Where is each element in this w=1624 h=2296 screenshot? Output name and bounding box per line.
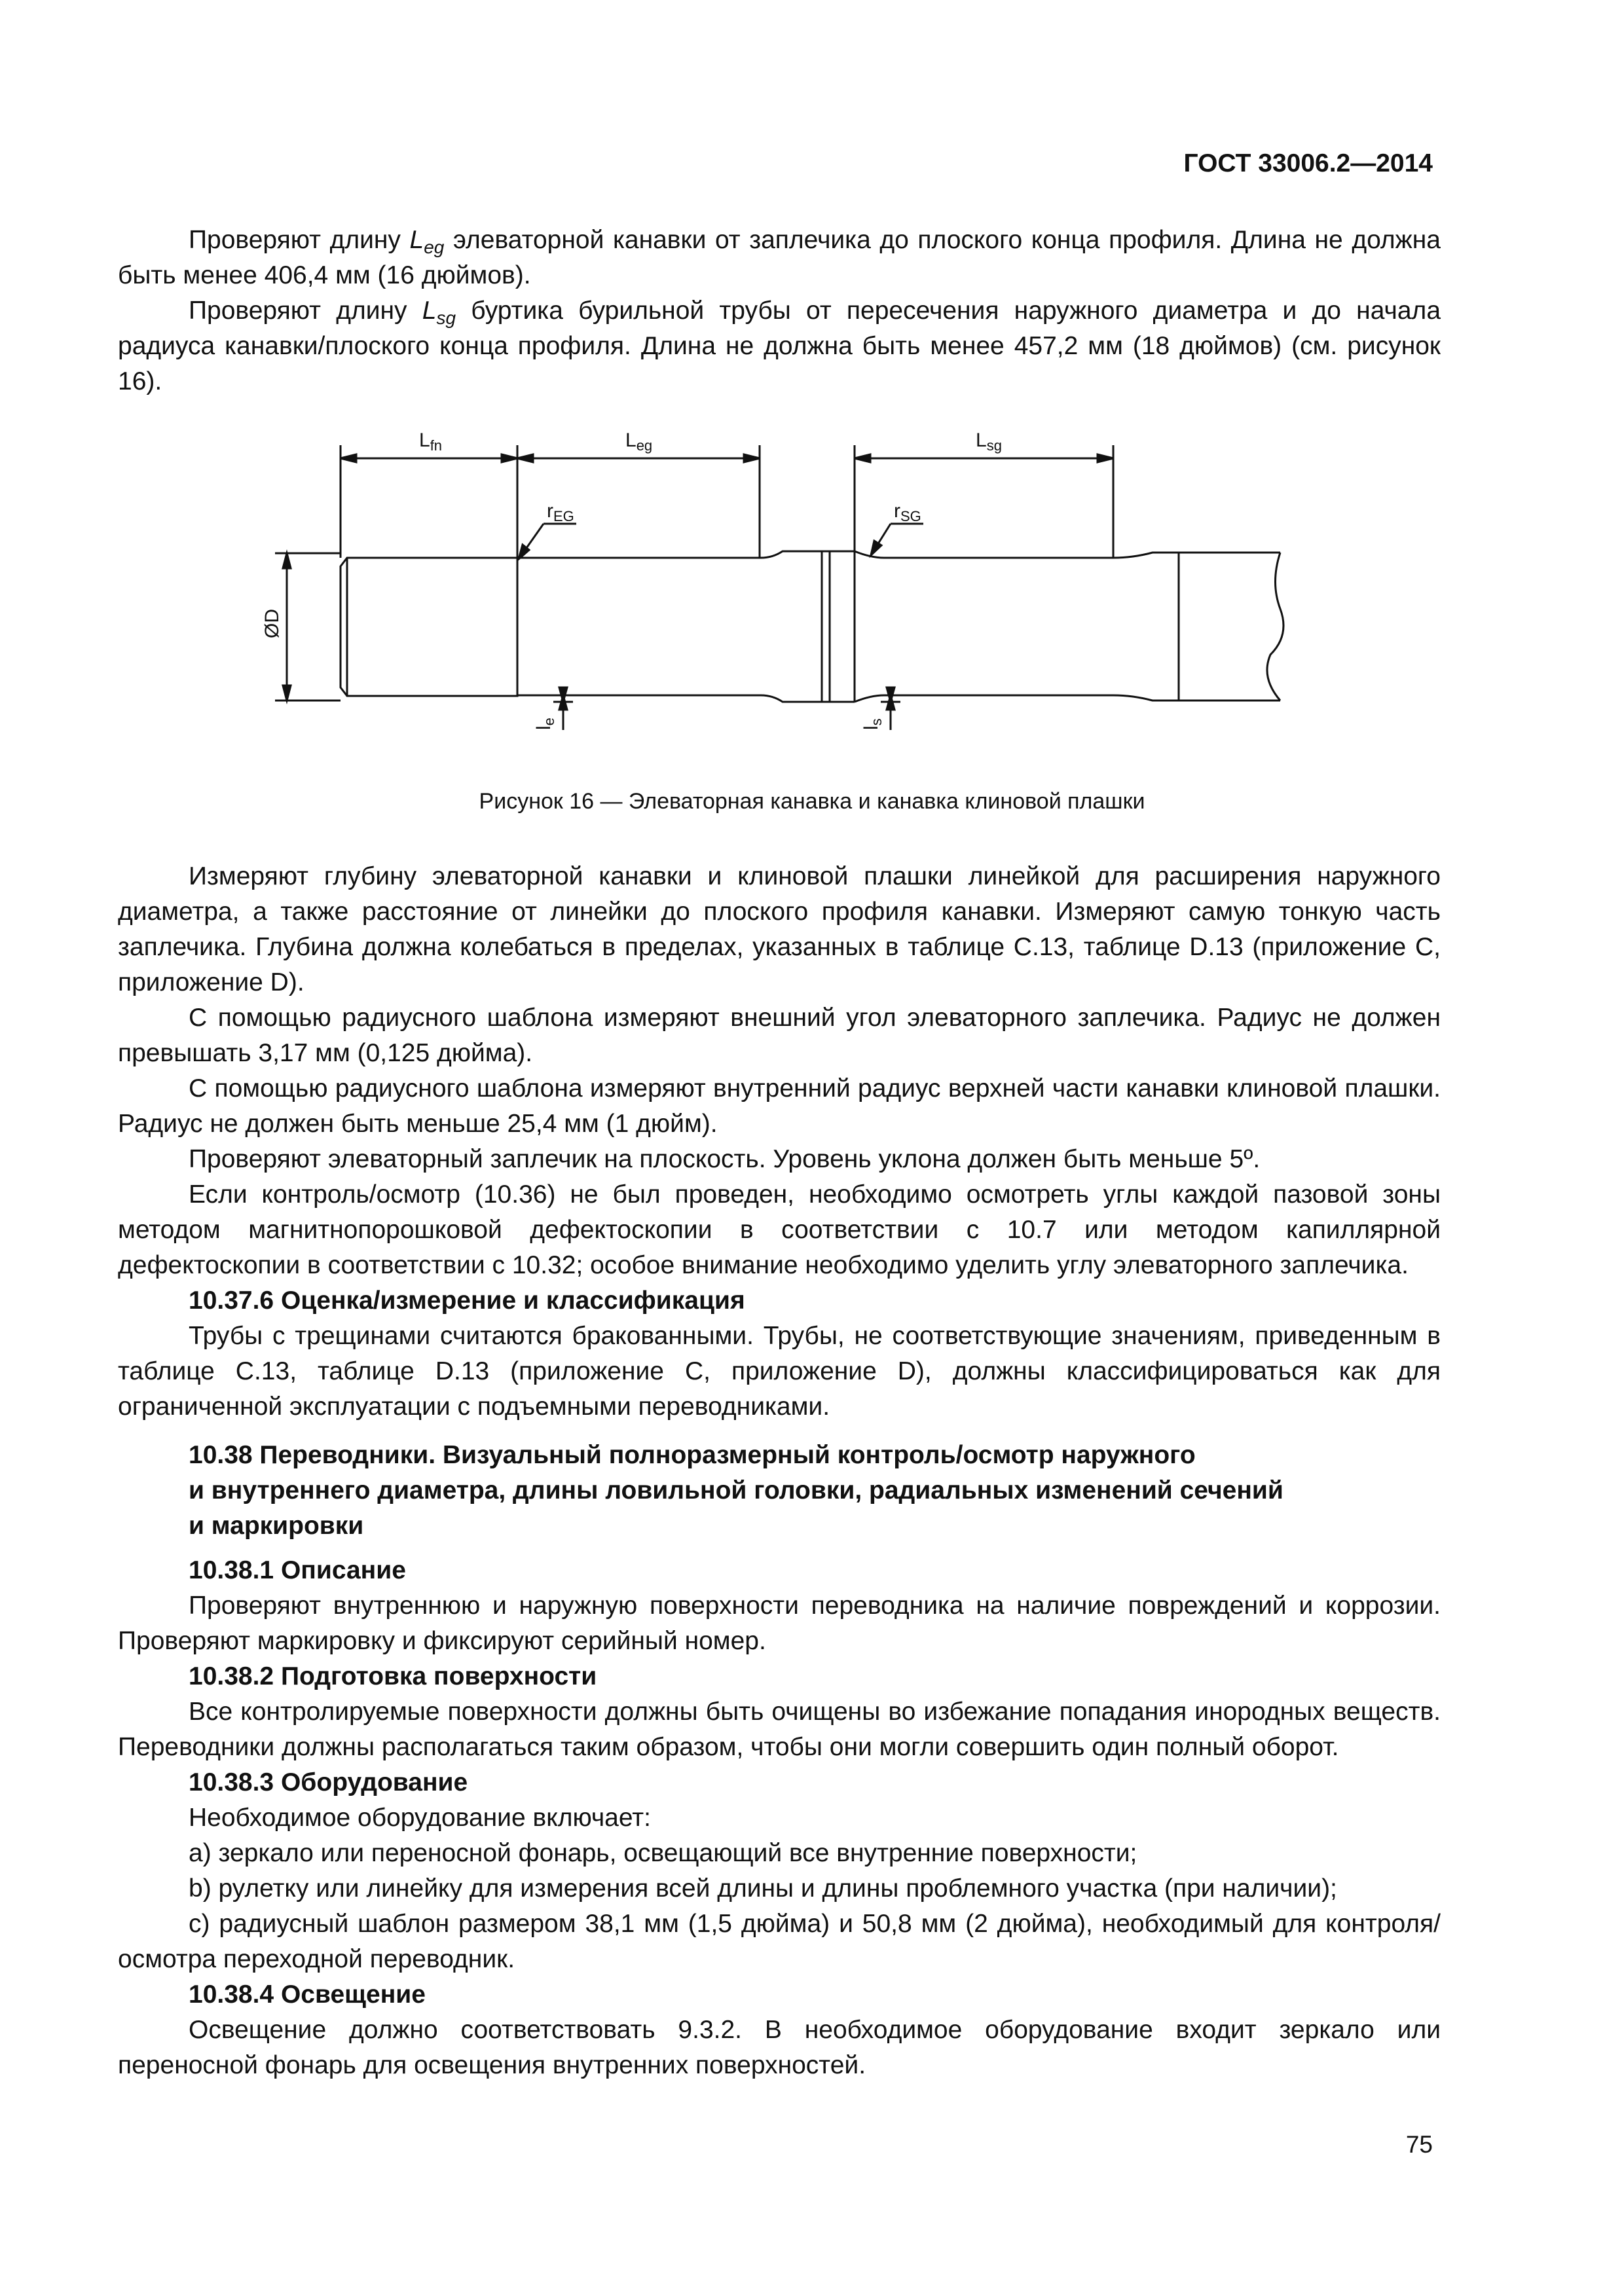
paragraph: Измеряют глубину элеваторной канавки и клиновой плашки линейкой для расширения наружного диаметра, а также расстояние от линейки до плоского профиля канавки. Измеряют самую тонкую часть заплечика. Глубина должна колебаться в пределах, указанных в таблице С.13, таблице D.13 (приложение С, приложение D). (118, 862, 1441, 996)
label-reg: $r_{EG}$ (547, 500, 574, 524)
section-heading-10-38-2: 10.38.2 Подготовка поверхности (189, 1662, 597, 1690)
section-heading-10-37-6: 10.37.6 Оценка/измерение и классификация (189, 1286, 745, 1315)
label-od: ØD (261, 609, 283, 638)
label-lsg: $L_{sg}$ (976, 429, 1002, 454)
label-ls: $l_s$ (860, 718, 885, 730)
label-lfn: $L_{fn}$ (419, 429, 443, 454)
paragraph: С помощью радиусного шаблона измеряют внутренний радиус верхней части канавки клиновой плашки. Радиус не должен быть меньше 25,4 мм (1 дюйм). (118, 1074, 1441, 1138)
list-item: b) рулетку или линейку для измерения всей длины и длины проблемного участка (при наличии); (189, 1874, 1337, 1903)
section-heading-10-38: 10.38 Переводники. Визуальный полноразмерный контроль/осмотр наружного и внутреннего диаметра, длины ловильной головки, радиальных изменений сечений и маркировки (189, 1441, 1283, 1540)
label-le: $l_e$ (533, 718, 557, 730)
intro-text (118, 223, 1441, 399)
body-text (118, 859, 1441, 2083)
page-number: 75 (1405, 2131, 1433, 2158)
list-item: a) зеркало или переносной фонарь, освещающий все внутренние поверхности; (189, 1839, 1137, 1867)
paragraph: Проверяют внутреннюю и наружную поверхности переводника на наличие повреждений и коррозии. Проверяют маркировку и фиксируют серийный номер. (118, 1592, 1441, 1655)
paragraph: Проверяют элеваторный заплечик на плоскость. Уровень уклона должен быть меньше 5º. (189, 1145, 1261, 1173)
paragraph: Трубы с трещинами считаются бракованными. Трубы, не соответствующие значениям, приведенным в таблице С.13, таблице D.13 (приложение С, приложение D), должны классифицироваться как для ограниченной эксплуатации с подъемными переводниками. (118, 1322, 1441, 1421)
section-heading-10-38-4: 10.38.4 Освещение (189, 1980, 426, 2009)
paragraph: Если контроль/осмотр (10.36) не был проведен, необходимо осмотреть углы каждой пазовой зоны методом магнитнопорошковой дефектоскопии в соответствии с 10.7 или методом капиллярной дефектоскопии в соответствии с 10.32; особое внимание необходимо уделить углу элеваторного заплечика. (118, 1180, 1441, 1279)
paragraph: Необходимое оборудование включает: (189, 1804, 651, 1832)
pipe-grooves-diagram (0, 419, 1624, 746)
document-header: ГОСТ 33006.2—2014 (1183, 149, 1433, 177)
list-item: c) радиусный шаблон размером 38,1 мм (1,5 дюйма) и 50,8 мм (2 дюйма), необходимый для контроля/осмотра переходной переводник. (118, 1910, 1441, 1973)
paragraph: Все контролируемые поверхности должны быть очищены во избежание попадания инородных веществ. Переводники должны располагаться таким образом, чтобы они могли совершить один полный оборот. (118, 1698, 1441, 1761)
paragraph: Проверяют длину $L_{eg}$ элеваторной канавки от заплечика до плоского конца профиля. Длина не должна быть менее 406,4 мм (16 дюймов). (118, 226, 1441, 289)
paragraph: Проверяют длину $L_{sg}$ буртика бурильной трубы от пересечения наружного диаметра и до начала радиуса канавки/плоского конца профиля. Длина не должна быть менее 457,2 мм (18 дюймов) (см. рисунок 16). (118, 297, 1441, 395)
paragraph: Освещение должно соответствовать 9.3.2. В необходимое оборудование входит зеркало или переносной фонарь для освещения внутренних поверхностей. (118, 2016, 1441, 2079)
label-leg: $L_{eg}$ (625, 429, 653, 454)
label-rsg: $r_{SG}$ (894, 500, 921, 524)
section-heading-10-38-3: 10.38.3 Оборудование (189, 1768, 468, 1796)
figure-caption: Рисунок 16 — Элеваторная канавка и канавка клиновой плашки (479, 789, 1145, 814)
figure-16 (0, 419, 1624, 746)
section-heading-10-38-1: 10.38.1 Описание (189, 1556, 406, 1584)
paragraph: С помощью радиусного шаблона измеряют внешний угол элеваторного заплечика. Радиус не должен превышать 3,17 мм (0,125 дюйма). (118, 1004, 1441, 1067)
